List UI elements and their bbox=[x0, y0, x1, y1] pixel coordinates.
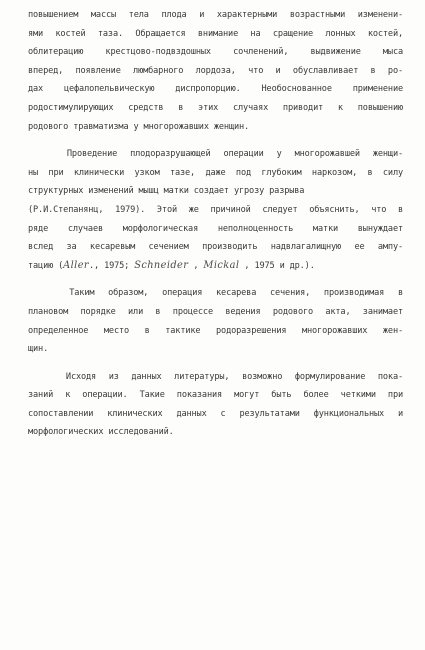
text-line: ны при клинически узком тазе, даже под глубоким наркозом, в силу bbox=[28, 167, 403, 178]
paragraph-1 bbox=[28, 6, 403, 136]
handwritten-author-aller: Aller bbox=[63, 259, 89, 271]
text-line: ряде случаев морфологическая неполноценность матки вынуждает bbox=[28, 223, 403, 234]
citation-prefix: тацию ( bbox=[28, 260, 64, 271]
text-line: ями костей таза. Обращается внимание на сращение лонных костей, bbox=[28, 28, 403, 39]
text-line: (Р.И.Степанянц, 1979). Этой же причиной следует объяснить, что в bbox=[28, 204, 403, 215]
text-line: дах цефалопельвическую диспропорцию. Необоснованное применение bbox=[28, 84, 403, 95]
text-line: вслед за кесаревым сечением производить надвлагалищную ее ампу- bbox=[28, 242, 403, 253]
text-line: Проведение плодоразрушающей операции у многорожавшей женщи- bbox=[28, 149, 403, 160]
text-line: вперед, появление люмбарного лордоза, что и обуславливает в ро- bbox=[28, 65, 403, 76]
text-line: морфологических исследований. bbox=[28, 427, 174, 438]
paragraph-2 bbox=[28, 145, 403, 275]
text-line: сопоставлении клинических данных с результатами функциональных и bbox=[28, 408, 403, 419]
text-line: структурных изменений мышц матки создает угрозу разрыва bbox=[28, 186, 305, 197]
text-line: заний к операции. Такие показания могут быть более четкими при bbox=[28, 390, 403, 401]
paragraph-4 bbox=[28, 368, 403, 442]
text-line: Исходя из данных литературы, возможно формулирование пока- bbox=[28, 371, 403, 382]
citation-text: , bbox=[188, 260, 204, 271]
citation-suffix: , 1975 и др.). bbox=[239, 260, 315, 271]
text-line: щин. bbox=[28, 344, 49, 355]
citation-text: ., 1975; bbox=[89, 260, 135, 271]
text-line: родового травматизма у многорожавших женщин. bbox=[28, 121, 250, 132]
handwritten-author-schneider: Schneider bbox=[134, 259, 189, 271]
paragraph-3 bbox=[28, 284, 403, 358]
text-line: плановом порядке или в процессе ведения родового акта, занимает bbox=[28, 306, 403, 317]
text-line: облитерацию крестцово-подвздошных сочленений, выдвижение мыса bbox=[28, 47, 403, 58]
text-line: Таким образом, операция кесарева сечения, производимая в bbox=[28, 288, 403, 299]
text-line: повышением массы тела плода и характерными возрастными изменени- bbox=[28, 10, 403, 20]
handwritten-author-mickal: Mickal bbox=[203, 259, 240, 271]
text-line: родостимулирующих средств в этих случаях приводит к повышению bbox=[28, 102, 403, 113]
citation-line bbox=[28, 257, 403, 276]
text-line: определенное место в тактике родоразрешения многорожавших жен- bbox=[28, 325, 403, 336]
